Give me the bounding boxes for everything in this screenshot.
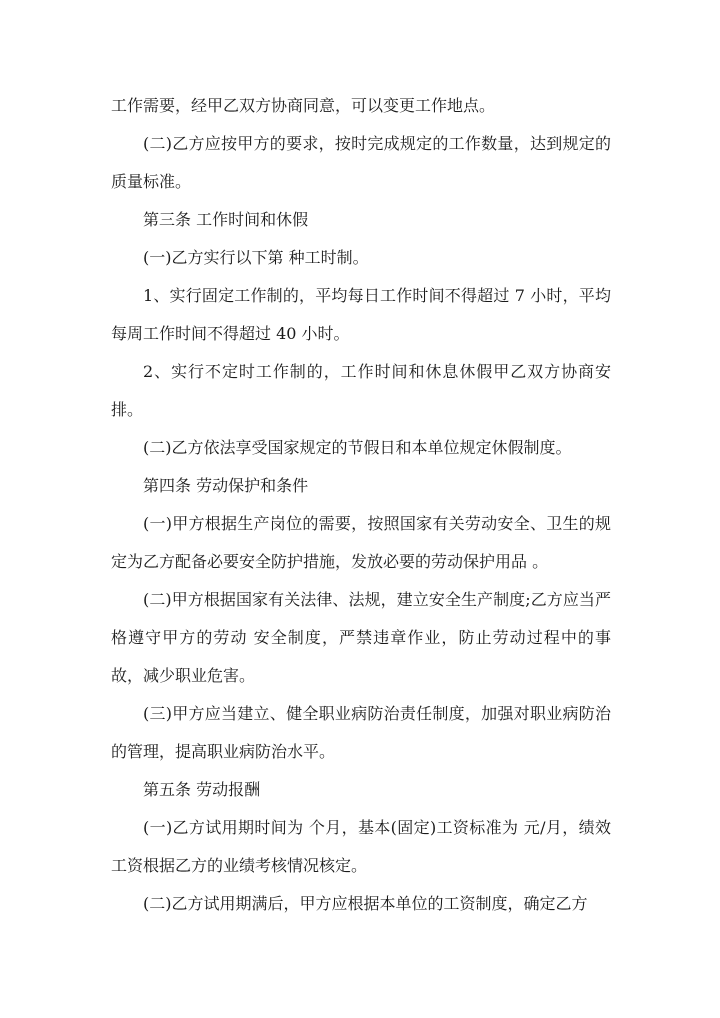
section-heading: 第五条 劳动报酬: [143, 780, 261, 799]
section-heading: 第四条 劳动保护和条件: [143, 476, 309, 495]
paragraph: (一)甲方根据生产岗位的需要，按照国家有关劳动安全、卫生的规定为乙方配备必要安全防护措施，发放必要的劳动保护用品 。: [111, 514, 611, 571]
paragraph: (一)乙方实行以下第 种工时制。: [143, 248, 369, 267]
paragraph: (二)甲方根据国家有关法律、法规，建立安全生产制度;乙方应当严格遵守甲方的劳动 安全制度，严禁违章作业，防止劳动过程中的事故，减少职业危害。: [111, 590, 611, 685]
paragraph: 2、实行不定时工作制的，工作时间和休息休假甲乙双方协商安排。: [111, 362, 611, 419]
paragraph-truncated: (二)乙方试用期满后，甲方应根据本单位的工资制度，确定乙方: [143, 894, 588, 913]
paragraph-continuation: 工作需要，经甲乙双方协商同意，可以变更工作地点。: [111, 96, 496, 115]
paragraph: (三)甲方应当建立、健全职业病防治责任制度，加强对职业病防治的管理，提高职业病防治水平。: [111, 704, 611, 761]
section-heading: 第三条 工作时间和休假: [143, 210, 309, 229]
paragraph: (一)乙方试用期时间为 个月，基本(固定)工资标准为 元/月，绩效工资根据乙方的业绩考核情况核定。: [111, 818, 611, 875]
document-body: [111, 87, 611, 923]
paragraph: (二)乙方依法享受国家规定的节假日和本单位规定休假制度。: [143, 438, 572, 457]
paragraph: (二)乙方应按甲方的要求，按时完成规定的工作数量，达到规定的质量标准。: [111, 134, 611, 191]
paragraph: 1、实行固定工作制的，平均每日工作时间不得超过 7 小时，平均每周工作时间不得超过 40 小时。: [111, 286, 611, 343]
